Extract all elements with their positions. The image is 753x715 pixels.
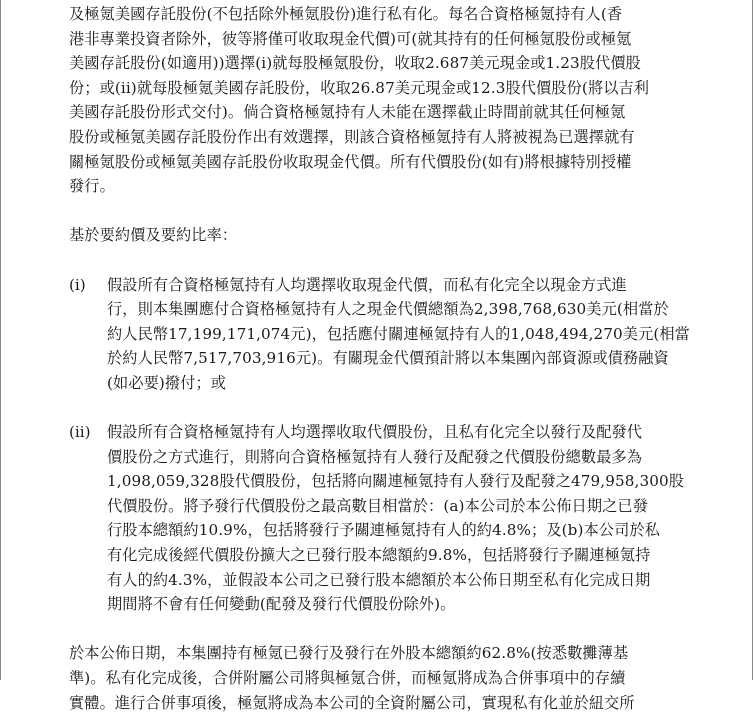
text-line: 於本公佈日期，本集團持有極氪已發行及發行在外股本總額約62.8%(按悉數攤薄基 — [69, 644, 629, 663]
text-line: 及極氪美國存託股份(不包括除外極氪股份)進行私有化。每名合資格極氪持有人(香 — [69, 5, 623, 23]
text-line: 有人的約4.3%，並假設本公司之已發行股本總額於本公佈日期至私有化完成日期 — [107, 570, 651, 589]
paragraph-privatization — [69, 2, 689, 199]
text-line: 份；或(ii)就每股極氪美國存託股份，收取26.87美元現金或12.3股代價股份(將以吉利 — [69, 78, 650, 97]
text-line: 期間將不會有任何變動(配發及發行代價股份除外)。 — [107, 595, 456, 614]
text-line: 假設所有合資格極氪持有人均選擇收取現金代價，而私有化完全以現金方式進 — [107, 275, 627, 294]
text-line: 行，則本集團應付合資格極氪持有人之現金代價總額為2,398,768,630美元(相當於 — [107, 300, 669, 319]
text-line: 準)。私有化完成後，合併附屬公司將與極氪合併，而極氪將成為合併事項中的存續 — [69, 669, 626, 688]
text-line: 有化完成後經代價股份擴大之已發行股本總額約9.8%，包括將發行予關連極氪持 — [107, 546, 651, 565]
text-line: 實體。進行合併事項後，極氪將成為本公司的全資附屬公司，實現私有化並於紐交所 — [69, 693, 635, 712]
text-line: 股份或極氪美國存託股份作出有效選擇，則該合資格極氪持有人將被視為已選擇就有 — [69, 127, 635, 146]
list-marker: (i) — [69, 275, 86, 294]
text-line: 於約人民幣7,517,703,916元)。有關現金代價預計將以本集團內部資源或債務融資 — [107, 349, 669, 368]
text-line: 約人民幣17,199,171,074元)，包括應付關連極氪持有人的1,048,494,270美元(相當 — [107, 324, 690, 343]
text-line: 美國存託股份形式交付)。倘合資格極氪持有人未能在選擇截止時間前就其任何極氪 — [69, 103, 626, 122]
text-line: 行股本總額約10.9%，包括將發行予關連極氪持有人的約4.8%；及(b)本公司於私 — [107, 521, 660, 540]
document-body — [69, 2, 689, 715]
intro-line: 基於要約價及要約比率： — [69, 226, 238, 245]
text-line: 港非專業投資者除外，彼等將僅可收取現金代價)可(就其持有的任何極氪股份或極氪 — [69, 29, 632, 48]
text-line: 發行。 — [69, 177, 115, 196]
text-line: 美國存託股份(如適用))選擇(i)就每股極氪股份，收取2.687美元現金或1.23股代價股 — [69, 54, 641, 73]
list-item-ii — [69, 420, 689, 617]
paragraph-shareholding — [69, 641, 689, 715]
text-line: 代價股份。將予發行代價股份之最高數目相當於：(a)本公司於本公佈日期之已發 — [107, 496, 648, 515]
text-line: 價股份之方式進行，則將向合資格極氪持有人發行及配發之代價股份總數最多為 — [107, 447, 643, 466]
text-line: 1,098,059,328股代價股份，包括將向關連極氪持有人發行及配發之479,958,300股 — [107, 472, 685, 491]
list-marker: (ii) — [69, 423, 91, 442]
list-item-i — [69, 273, 689, 396]
text-line: 關極氪股份或極氪美國存託股份收取現金代價。所有代價股份(如有)將根據特別授權 — [69, 152, 632, 171]
text-line: 假設所有合資格極氪持有人均選擇收取代價股份，且私有化完全以發行及配發代 — [107, 423, 643, 442]
text-line: (如必要)撥付；或 — [107, 373, 227, 392]
